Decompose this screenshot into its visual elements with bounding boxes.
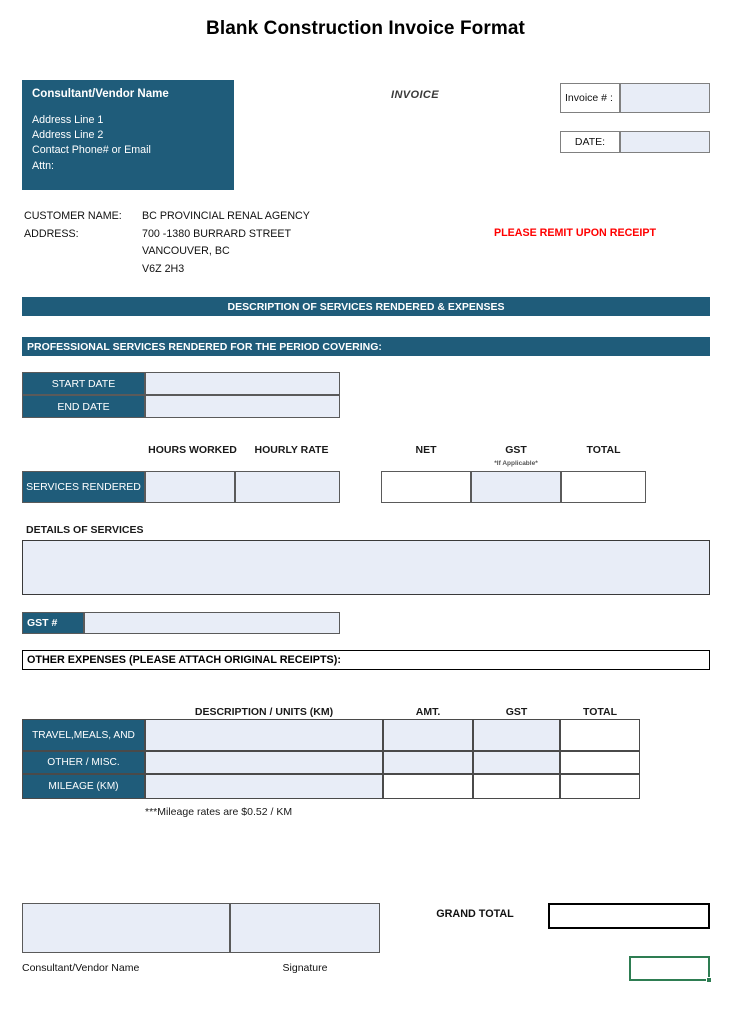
invoice-date-label: DATE:	[560, 131, 620, 153]
grand-total-label: GRAND TOTAL	[436, 908, 514, 920]
mileage-rate-note: ***Mileage rates are $0.52 / KM	[145, 806, 293, 818]
expense-total-input[interactable]	[560, 751, 640, 774]
expense-description-input[interactable]	[145, 719, 383, 751]
table-row-label: MILEAGE (KM)	[22, 774, 145, 799]
customer-address-label: ADDRESS:	[24, 227, 79, 240]
end-date-input[interactable]	[145, 395, 340, 418]
start-date-input[interactable]	[145, 372, 340, 395]
grand-total-input[interactable]	[548, 903, 710, 929]
gst-header: GST	[505, 444, 527, 456]
vendor-name-caption: Consultant/Vendor Name	[22, 962, 140, 974]
expense-gst-input[interactable]	[473, 719, 560, 751]
hours-worked-header: HOURS WORKED	[148, 444, 237, 456]
net-header: NET	[415, 444, 437, 456]
vendor-name-signature-input[interactable]	[22, 903, 230, 953]
expense-gst-header: GST	[505, 706, 528, 718]
fill-handle[interactable]	[706, 977, 712, 983]
gst-number-label: GST #	[22, 612, 84, 634]
expense-description-input[interactable]	[145, 774, 383, 799]
expense-description-input[interactable]	[145, 751, 383, 774]
services-gst-input[interactable]	[471, 471, 561, 503]
customer-name-label: CUSTOMER NAME:	[24, 210, 122, 222]
vendor-address-line-2: Address Line 2	[32, 129, 104, 142]
hours-worked-input[interactable]	[145, 471, 235, 503]
banner-description-of-services: DESCRIPTION OF SERVICES RENDERED & EXPENSES	[22, 297, 710, 316]
invoice-date-input[interactable]	[620, 131, 710, 153]
expense-total-input[interactable]	[560, 719, 640, 751]
customer-labels	[24, 208, 149, 243]
banner-period-covering: PROFESSIONAL SERVICES RENDERED FOR THE PERIOD COVERING:	[22, 337, 710, 356]
signature-input[interactable]	[230, 903, 380, 953]
vendor-address-line-1: Address Line 1	[32, 114, 104, 126]
customer-name-value: BC PROVINCIAL RENAL AGENCY	[142, 210, 310, 222]
vendor-contact: Contact Phone# or Email	[32, 144, 151, 157]
table-row-label: OTHER / MISC.	[22, 751, 145, 774]
expense-gst-input[interactable]	[473, 751, 560, 774]
remit-notice: PLEASE REMIT UPON RECEIPT	[493, 227, 657, 239]
gst-if-applicable-note: *If Applicable*	[494, 460, 538, 467]
invoice-number-label: Invoice # :	[560, 83, 620, 113]
expense-amount-input[interactable]	[383, 719, 473, 751]
expense-amount-input[interactable]	[383, 751, 473, 774]
gst-number-input[interactable]	[84, 612, 340, 634]
details-of-services-input[interactable]	[22, 540, 710, 595]
expense-gst-input[interactable]	[473, 774, 560, 799]
banner-other-expenses: OTHER EXPENSES (PLEASE ATTACH ORIGINAL RECEIPTS):	[22, 650, 710, 670]
services-total-input[interactable]	[561, 471, 646, 503]
vendor-info-block[interactable]	[22, 80, 234, 190]
customer-address-line-1: 700 -1380 BURRARD STREET	[142, 227, 292, 240]
hourly-rate-header: HOURLY RATE	[254, 444, 329, 456]
signature-caption: Signature	[282, 962, 328, 974]
details-of-services-label: DETAILS OF SERVICES	[26, 524, 144, 536]
expense-description-header: DESCRIPTION / UNITS (KM)	[194, 706, 334, 718]
services-rendered-label: SERVICES RENDERED	[22, 471, 145, 503]
customer-address-line-3: V6Z 2H3	[142, 262, 185, 275]
total-header: TOTAL	[586, 444, 621, 456]
hourly-rate-input[interactable]	[235, 471, 340, 503]
customer-address-line-2: VANCOUVER, BC	[142, 245, 230, 257]
invoice-word-label: INVOICE	[390, 89, 440, 101]
invoice-number-input[interactable]	[620, 83, 710, 113]
customer-values	[142, 208, 402, 278]
vendor-attn: Attn:	[32, 159, 54, 172]
page-title: Blank Construction Invoice Format	[206, 18, 525, 39]
end-date-label: END DATE	[22, 395, 145, 418]
expense-amount-header: AMT.	[415, 706, 441, 718]
start-date-label: START DATE	[22, 372, 145, 395]
vendor-name: Consultant/Vendor Name	[32, 88, 169, 100]
expense-total-header: TOTAL	[582, 706, 618, 718]
active-cell-selection[interactable]	[629, 956, 710, 981]
expense-total-input[interactable]	[560, 774, 640, 799]
services-net-input[interactable]	[381, 471, 471, 503]
table-row-label: TRAVEL,MEALS, AND	[22, 719, 145, 751]
expense-amount-input[interactable]	[383, 774, 473, 799]
